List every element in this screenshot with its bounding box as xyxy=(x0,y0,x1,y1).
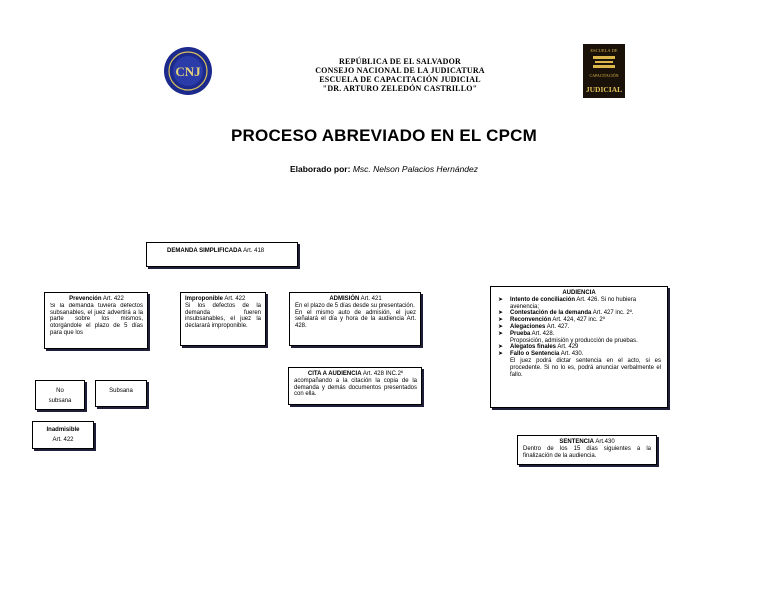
improponible-text: Si los defectos de la demanda fueren insubsanables, el juez la declarará improponible. xyxy=(185,302,261,330)
audiencia-item xyxy=(497,351,661,358)
audiencia-item-detail: Art. 426. Si no hubiera avenencia; xyxy=(510,296,637,310)
audiencia-item-title: Alegaciones xyxy=(510,323,546,330)
audiencia-item xyxy=(497,324,661,331)
demanda-simplificada-box xyxy=(146,242,298,267)
header-line-consejo: CONSEJO NACIONAL DE LA JUDICATURA xyxy=(315,66,485,75)
audiencia-item-detail: Art. 427 inc. 2º. xyxy=(591,310,634,317)
audiencia-item-title: Alegatos finales xyxy=(510,344,557,351)
subsana-text: Subsana xyxy=(109,388,133,394)
audiencia-box xyxy=(490,286,668,408)
arrow-bullet-icon: ➤ xyxy=(498,317,504,324)
no-subsana-box xyxy=(35,380,85,410)
author-name: Msc. Nelson Palacios Hernández xyxy=(352,164,479,174)
inadmisible-title: Inadmisible xyxy=(46,427,80,433)
demanda-art: Art. 418 xyxy=(243,248,265,254)
audiencia-list xyxy=(497,297,661,338)
author-line xyxy=(0,164,768,174)
sentencia-art: Art.430 xyxy=(595,439,615,445)
cita-art: Art. 428 INC.2º xyxy=(362,371,404,377)
improponible-title: Improponible xyxy=(185,296,223,302)
audiencia-item-title: Contestación de la demanda xyxy=(510,310,592,317)
inadmisible-art: Art. 422 xyxy=(52,436,74,443)
cita-title: CITA A AUDIENCIA xyxy=(307,371,362,377)
audiencia-item xyxy=(497,297,661,311)
header-line-escuela: ESCUELA DE CAPACITACIÓN JUDICIAL xyxy=(319,75,481,84)
prevencion-box xyxy=(44,292,148,349)
audiencia-fallo-text: El juez podrá dictar sentencia en el acto, si es procedente. Si no lo es, podrá anunciar verbalmente el fallo. xyxy=(510,357,661,378)
cnj-seal-logo: CNJ xyxy=(175,64,201,79)
audiencia-item-detail: Art. 429 xyxy=(556,344,579,351)
audiencia-prueba-text: Proposición, admisión y producción de pruebas. xyxy=(510,337,638,344)
arrow-bullet-icon: ➤ xyxy=(498,323,504,330)
cita-audiencia-box xyxy=(288,367,422,405)
arrow-bullet-icon: ➤ xyxy=(498,344,504,351)
audiencia-item-detail: Art. 430. xyxy=(559,351,584,358)
header-line-name: "DR. ARTURO ZELEDÓN CASTRILLO" xyxy=(322,84,478,93)
audiencia-item-title: Prueba xyxy=(510,330,531,337)
escuela-judicial-logo: ESCUELA DE xyxy=(590,48,618,53)
arrow-bullet-icon: ➤ xyxy=(498,351,504,358)
admision-title: ADMISIÓN xyxy=(329,296,360,302)
no-subsana-line1: No xyxy=(56,388,64,394)
audiencia-item xyxy=(497,344,661,351)
admision-text-2: En el mismo auto de admisión, el juez señalará el día y hora de la audiencia Art. 428. xyxy=(295,309,416,330)
improponible-art: Art. 422 xyxy=(224,296,246,302)
header-line-republic: REPÚBLICA DE EL SALVADOR xyxy=(339,57,461,66)
sentencia-title: SENTENCIA xyxy=(559,439,594,445)
audiencia-item xyxy=(497,331,661,338)
audiencia-item xyxy=(497,317,661,324)
cnj-seal-logo xyxy=(163,46,213,96)
cita-text: acompañando a la citación la copia de la demanda y demás documentos presentados con ella. xyxy=(294,377,417,398)
admision-box xyxy=(289,292,421,346)
improponible-box xyxy=(180,292,266,346)
prevencion-art: Art. 422 xyxy=(102,296,124,302)
prevencion-title: Prevención xyxy=(69,296,102,302)
author-label: Elaborado por: xyxy=(289,164,351,174)
admision-art: Art. 421 xyxy=(360,296,382,302)
no-subsana-line2: subsana xyxy=(48,397,72,404)
subsana-box xyxy=(95,380,147,407)
escuela-judicial-logo: JUDICIAL xyxy=(585,85,623,94)
audiencia-title: AUDIENCIA xyxy=(562,290,596,296)
sentencia-text: Dentro de los 15 días siguientes a la finalización de la audiencia. xyxy=(523,445,651,459)
audiencia-item-detail: Art. 427. xyxy=(545,323,570,330)
institution-header xyxy=(290,57,510,93)
escuela-judicial-logo xyxy=(583,44,625,98)
audiencia-item-title: Intento de conciliación xyxy=(510,296,576,303)
inadmisible-box xyxy=(32,421,94,449)
audiencia-item-title: Reconvención xyxy=(510,317,552,324)
arrow-bullet-icon: ➤ xyxy=(498,310,504,317)
demanda-title: DEMANDA SIMPLIFICADA xyxy=(167,248,242,254)
page-title: PROCESO ABREVIADO EN EL CPCM xyxy=(231,126,537,145)
admision-text-1: En el plazo de 5 días desde su presentación. xyxy=(295,302,415,309)
escuela-judicial-logo: CAPACITACIÓN xyxy=(589,73,619,78)
audiencia-item-detail: Art. 428. xyxy=(530,330,555,337)
arrow-bullet-icon: ➤ xyxy=(498,330,504,337)
audiencia-item-title: Fallo o Sentencia xyxy=(510,351,560,358)
prevencion-text: Si la demanda tuviera defectos subsanables, el juez advertirá a la parte sobre los mismos, otorgándole el plazo de 5 días para que los xyxy=(50,302,143,336)
sentencia-box xyxy=(517,435,657,465)
audiencia-list-2 xyxy=(497,344,661,358)
arrow-bullet-icon: ➤ xyxy=(498,296,504,303)
audiencia-item-detail: Art. 424, 427 inc. 2º xyxy=(551,317,605,324)
